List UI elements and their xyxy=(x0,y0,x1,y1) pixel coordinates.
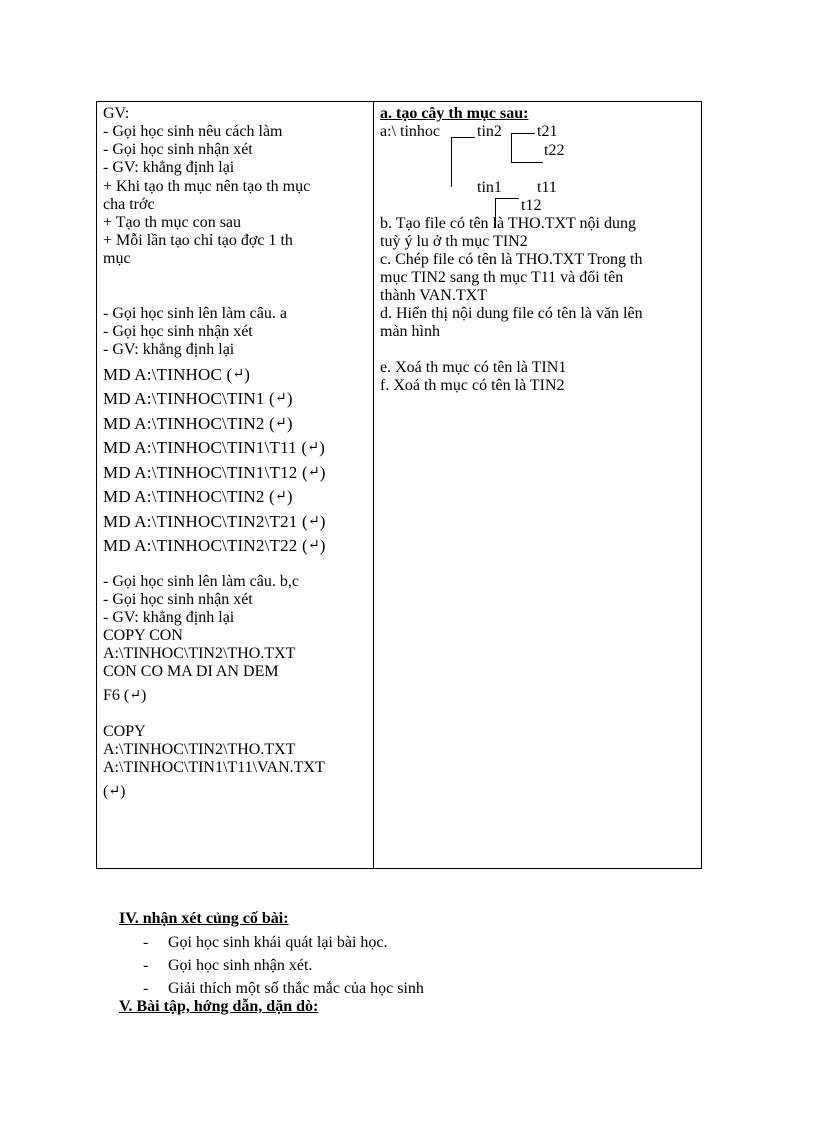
md-command: MD A:\TINHOC\TIN2\T21 (↵) xyxy=(103,512,326,531)
enter-icon: ↵ xyxy=(307,465,320,480)
part-bc-line: - Gọi học sinh lên làm câu. b,c xyxy=(103,573,299,590)
intro-line: - Gọi học sinh nêu cách làm xyxy=(103,123,283,140)
tree-node-t12: t12 xyxy=(521,197,542,214)
tree-node-tin2: tin2 xyxy=(477,123,502,140)
task-line: c. Chép file có tên là THO.TXT Trong th xyxy=(380,251,643,268)
copy-command: COPY xyxy=(103,723,146,740)
bullet-dash: - xyxy=(143,934,149,951)
task-line: d. Hiển thị nội dung file có tên là văn lên xyxy=(380,305,643,322)
md-command: MD A:\TINHOC (↵) xyxy=(103,365,251,384)
intro-line: mục xyxy=(103,250,131,267)
part-a-line: - Gọi học sinh nhận xét xyxy=(103,323,253,340)
bullet-dash: - xyxy=(143,980,149,997)
task-line: mục TIN2 sang th mục T11 và đổi tên xyxy=(380,269,624,286)
intro-line: cha trớc xyxy=(103,196,155,213)
tree-node-t21: t21 xyxy=(537,123,558,140)
enter-icon: ↵ xyxy=(129,688,141,703)
enter-icon: ↵ xyxy=(307,538,320,553)
section-v-heading: V. Bài tập, hớng dẫn, dặn dò: xyxy=(119,998,319,1015)
tree-connector xyxy=(511,162,543,163)
tree-node-t22: t22 xyxy=(544,142,565,159)
part-bc-line: - Gọi học sinh nhận xét xyxy=(103,591,253,608)
copy-command: CON CO MA DI AN DEM xyxy=(103,663,279,680)
tree-connector xyxy=(451,137,475,138)
list-item: Gọi học sinh nhận xét. xyxy=(168,957,313,974)
task-line: f. Xoá th mục có tên là TIN2 xyxy=(380,377,565,394)
part-a-line: - GV: khẳng định lại xyxy=(103,341,235,358)
copy-command: A:\TINHOC\TIN2\THO.TXT xyxy=(103,741,296,758)
enter-icon: ↵ xyxy=(274,416,287,431)
copy-command: A:\TINHOC\TIN1\T11\VAN.TXT xyxy=(103,759,325,776)
enter-icon: ↵ xyxy=(232,367,245,382)
tree-heading: a. tạo cây th mục sau: xyxy=(380,105,529,122)
part-a-line: - Gọi học sinh lên làm câu. a xyxy=(103,305,287,322)
f6-command: F6 (↵) xyxy=(103,687,147,704)
md-command: MD A:\TINHOC\TIN1 (↵) xyxy=(103,389,293,408)
intro-line: + Khi tạo th mục nên tạo th mục xyxy=(103,178,311,195)
task-line: thành VAN.TXT xyxy=(380,287,487,304)
lesson-table xyxy=(96,101,702,869)
intro-line: + Tạo th mục con sau xyxy=(103,214,242,231)
tree-connector xyxy=(451,137,452,187)
enter-icon: ↵ xyxy=(307,514,320,529)
md-command: MD A:\TINHOC\TIN2 (↵) xyxy=(103,414,293,433)
column-divider xyxy=(373,102,374,868)
copy-command: A:\TINHOC\TIN2\THO.TXT xyxy=(103,645,296,662)
intro-line: - GV: khẳng định lại xyxy=(103,159,235,176)
task-line: b. Tạo file có tên là THO.TXT nội dung xyxy=(380,215,636,232)
list-item: Gọi học sinh khái quát lại bài học. xyxy=(168,934,388,951)
intro-line: - Gọi học sinh nhận xét xyxy=(103,141,253,158)
tree-node-t11: t11 xyxy=(537,179,557,196)
bullet-dash: - xyxy=(143,957,149,974)
md-command: MD A:\TINHOC\TIN2\T22 (↵) xyxy=(103,536,326,555)
tree-connector xyxy=(511,133,535,134)
intro-line: + Mỗi lần tạo chỉ tạo đợc 1 th xyxy=(103,232,293,249)
enter-icon: ↵ xyxy=(108,784,121,799)
copy-command: COPY CON xyxy=(103,627,183,644)
enter-icon: ↵ xyxy=(307,440,320,455)
md-command: MD A:\TINHOC\TIN2 (↵) xyxy=(103,487,293,506)
teacher-label: GV: xyxy=(103,105,130,122)
enter-icon: ↵ xyxy=(274,391,287,406)
tree-node-tin1: tin1 xyxy=(477,179,502,196)
list-item: Giải thích một số thắc mắc của học sinh xyxy=(168,980,424,997)
section-iv-heading: IV. nhận xét củng cố bài: xyxy=(119,910,289,927)
md-command: MD A:\TINHOC\TIN1\T11 (↵) xyxy=(103,438,325,457)
task-line: màn hình xyxy=(380,323,440,340)
copy-enter: (↵) xyxy=(103,783,126,800)
task-line: e. Xoá th mục có tên là TIN1 xyxy=(380,359,567,376)
task-line: tuỳ ý lu ở th mục TIN2 xyxy=(380,233,528,250)
tree-connector xyxy=(511,133,512,162)
part-bc-line: - GV: khẳng định lại xyxy=(103,609,235,626)
enter-icon: ↵ xyxy=(274,489,287,504)
md-command: MD A:\TINHOC\TIN1\T12 (↵) xyxy=(103,463,326,482)
tree-connector xyxy=(495,198,519,199)
tree-root: a:\ tinhoc xyxy=(380,123,440,140)
